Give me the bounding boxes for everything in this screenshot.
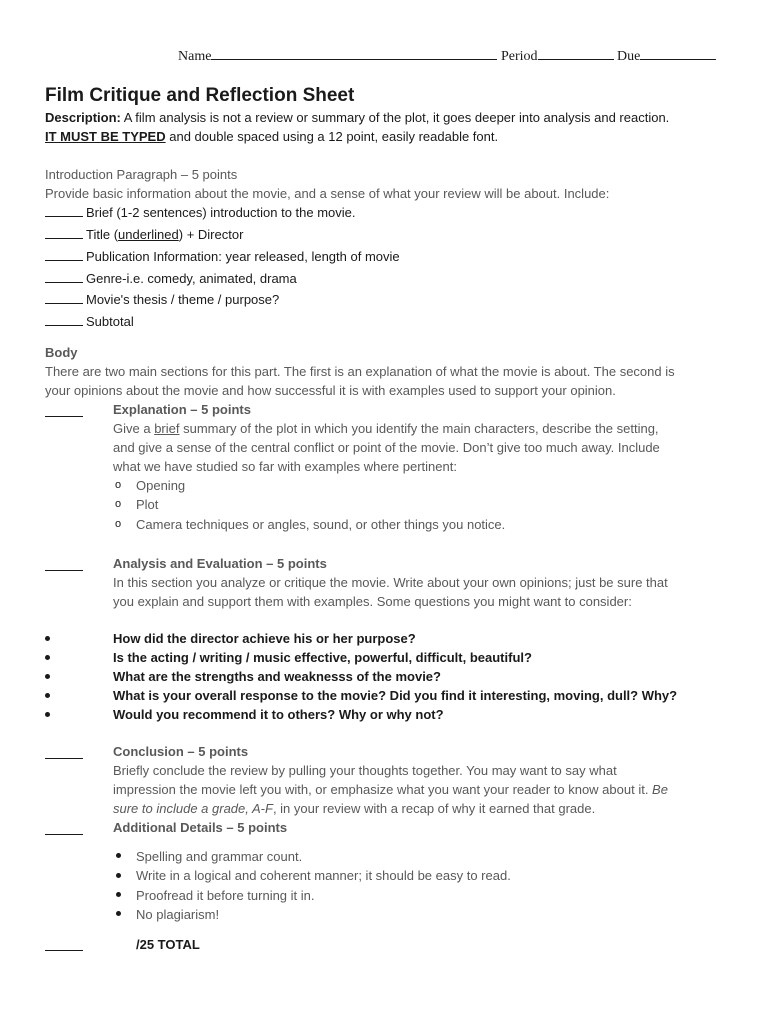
- analysis-question: Is the acting / writing / music effective, powerful, difficult, beautiful?: [113, 650, 532, 665]
- bullet-icon: [45, 655, 50, 660]
- name-label: Name: [178, 49, 212, 64]
- score-blank[interactable]: [45, 315, 83, 326]
- body-text-line: There are two main sections for this part. The first is an explanation of what the movie is about. The second is: [45, 364, 675, 379]
- conclusion-text-line: impression the movie left you with, or emphasize what you want your reader to know about it. Be: [113, 782, 668, 797]
- score-blank[interactable]: [45, 570, 83, 571]
- bullet-icon: [116, 873, 121, 878]
- score-blank[interactable]: [45, 250, 83, 261]
- intro-lead: Provide basic information about the movie, and a sense of what your review will be about. Include:: [45, 186, 610, 201]
- subtotal-item: Subtotal: [45, 312, 134, 331]
- typed-requirement: IT MUST BE TYPED: [45, 129, 166, 144]
- page-title: Film Critique and Reflection Sheet: [45, 85, 355, 106]
- bullet-icon: [45, 674, 50, 679]
- circle-bullet-icon: o: [115, 518, 122, 530]
- explanation-text-line: and give a sense of the central conflict or point of the movie. Don’t give too much away. Include: [113, 440, 660, 455]
- bullet-icon: [116, 853, 121, 858]
- total-blank[interactable]: [45, 950, 83, 951]
- checklist-item: Brief (1-2 sentences) introduction to the movie.: [45, 203, 356, 222]
- checklist-item: Title (underlined) + Director: [45, 225, 243, 244]
- checklist-item: Publication Information: year released, length of movie: [45, 247, 400, 266]
- bullet-icon: [45, 693, 50, 698]
- total-label: /25 TOTAL: [136, 937, 200, 952]
- explanation-text-line: what we have studied so far with examples where pertinent:: [113, 459, 457, 474]
- typed-requirement-rest: and double spaced using a 12 point, easily readable font.: [165, 129, 499, 144]
- body-text-line: your opinions about the movie and how successful it is with examples used to support your opinion.: [45, 383, 616, 398]
- analysis-text-line: you explain and support them with examples. Some questions you might want to consider:: [113, 594, 632, 609]
- explanation-text-line: Give a brief summary of the plot in which you identify the main characters, describe the setting,: [113, 421, 659, 436]
- description-text: A film analysis is not a review or summary of the plot, it goes deeper into analysis and reaction.: [120, 110, 670, 125]
- circle-bullet-icon: o: [115, 498, 122, 510]
- due-field[interactable]: [640, 47, 716, 60]
- bullet-icon: [116, 892, 121, 897]
- period-field[interactable]: [538, 47, 614, 60]
- score-blank[interactable]: [45, 272, 83, 283]
- details-heading: Additional Details – 5 points: [113, 820, 288, 835]
- conclusion-text-line: sure to include a grade, A-F, in your review with a recap of why it earned that grade.: [113, 801, 596, 816]
- analysis-question: What is your overall response to the movie? Did you find it interesting, moving, dull? Why?: [113, 688, 678, 703]
- name-field[interactable]: [211, 47, 497, 60]
- score-blank[interactable]: [45, 293, 83, 304]
- details-item: Write in a logical and coherent manner; it should be easy to read.: [136, 868, 511, 883]
- analysis-question: Would you recommend it to others? Why or why not?: [113, 707, 444, 722]
- details-item: Proofread it before turning it in.: [136, 888, 315, 903]
- due-label: Due: [617, 49, 641, 64]
- score-blank[interactable]: [45, 206, 83, 217]
- circle-bullet-icon: o: [115, 479, 122, 491]
- checklist-item: Movie's thesis / theme / purpose?: [45, 290, 279, 309]
- score-blank[interactable]: [45, 758, 83, 759]
- conclusion-text-line: Briefly conclude the review by pulling your thoughts together. You may want to say what: [113, 763, 617, 778]
- description-line-1: [45, 108, 669, 127]
- description-label: Description:: [45, 110, 121, 125]
- analysis-question: How did the director achieve his or her purpose?: [113, 631, 416, 646]
- bullet-icon: [116, 911, 121, 916]
- body-heading: Body: [45, 345, 78, 360]
- conclusion-heading: Conclusion – 5 points: [113, 744, 249, 759]
- analysis-question: What are the strengths and weaknesss of the movie?: [113, 669, 441, 684]
- period-label: Period: [500, 49, 538, 64]
- analysis-text-line: In this section you analyze or critique the movie. Write about your own opinions; just be sure that: [113, 575, 668, 590]
- score-blank[interactable]: [45, 228, 83, 239]
- details-item: Spelling and grammar count.: [136, 849, 303, 864]
- header-line: [178, 47, 716, 65]
- sub-item: Plot: [136, 497, 159, 512]
- sub-item: Opening: [136, 478, 186, 493]
- bullet-icon: [45, 712, 50, 717]
- score-blank[interactable]: [45, 416, 83, 417]
- checklist-item: Genre-i.e. comedy, animated, drama: [45, 269, 297, 288]
- sub-item: Camera techniques or angles, sound, or other things you notice.: [136, 517, 506, 532]
- explanation-heading: Explanation – 5 points: [113, 402, 251, 417]
- bullet-icon: [45, 636, 50, 641]
- intro-heading: Introduction Paragraph – 5 points: [45, 167, 238, 182]
- analysis-heading: Analysis and Evaluation – 5 points: [113, 556, 327, 571]
- description-line-2: [45, 127, 498, 146]
- details-item: No plagiarism!: [136, 907, 220, 922]
- score-blank[interactable]: [45, 834, 83, 835]
